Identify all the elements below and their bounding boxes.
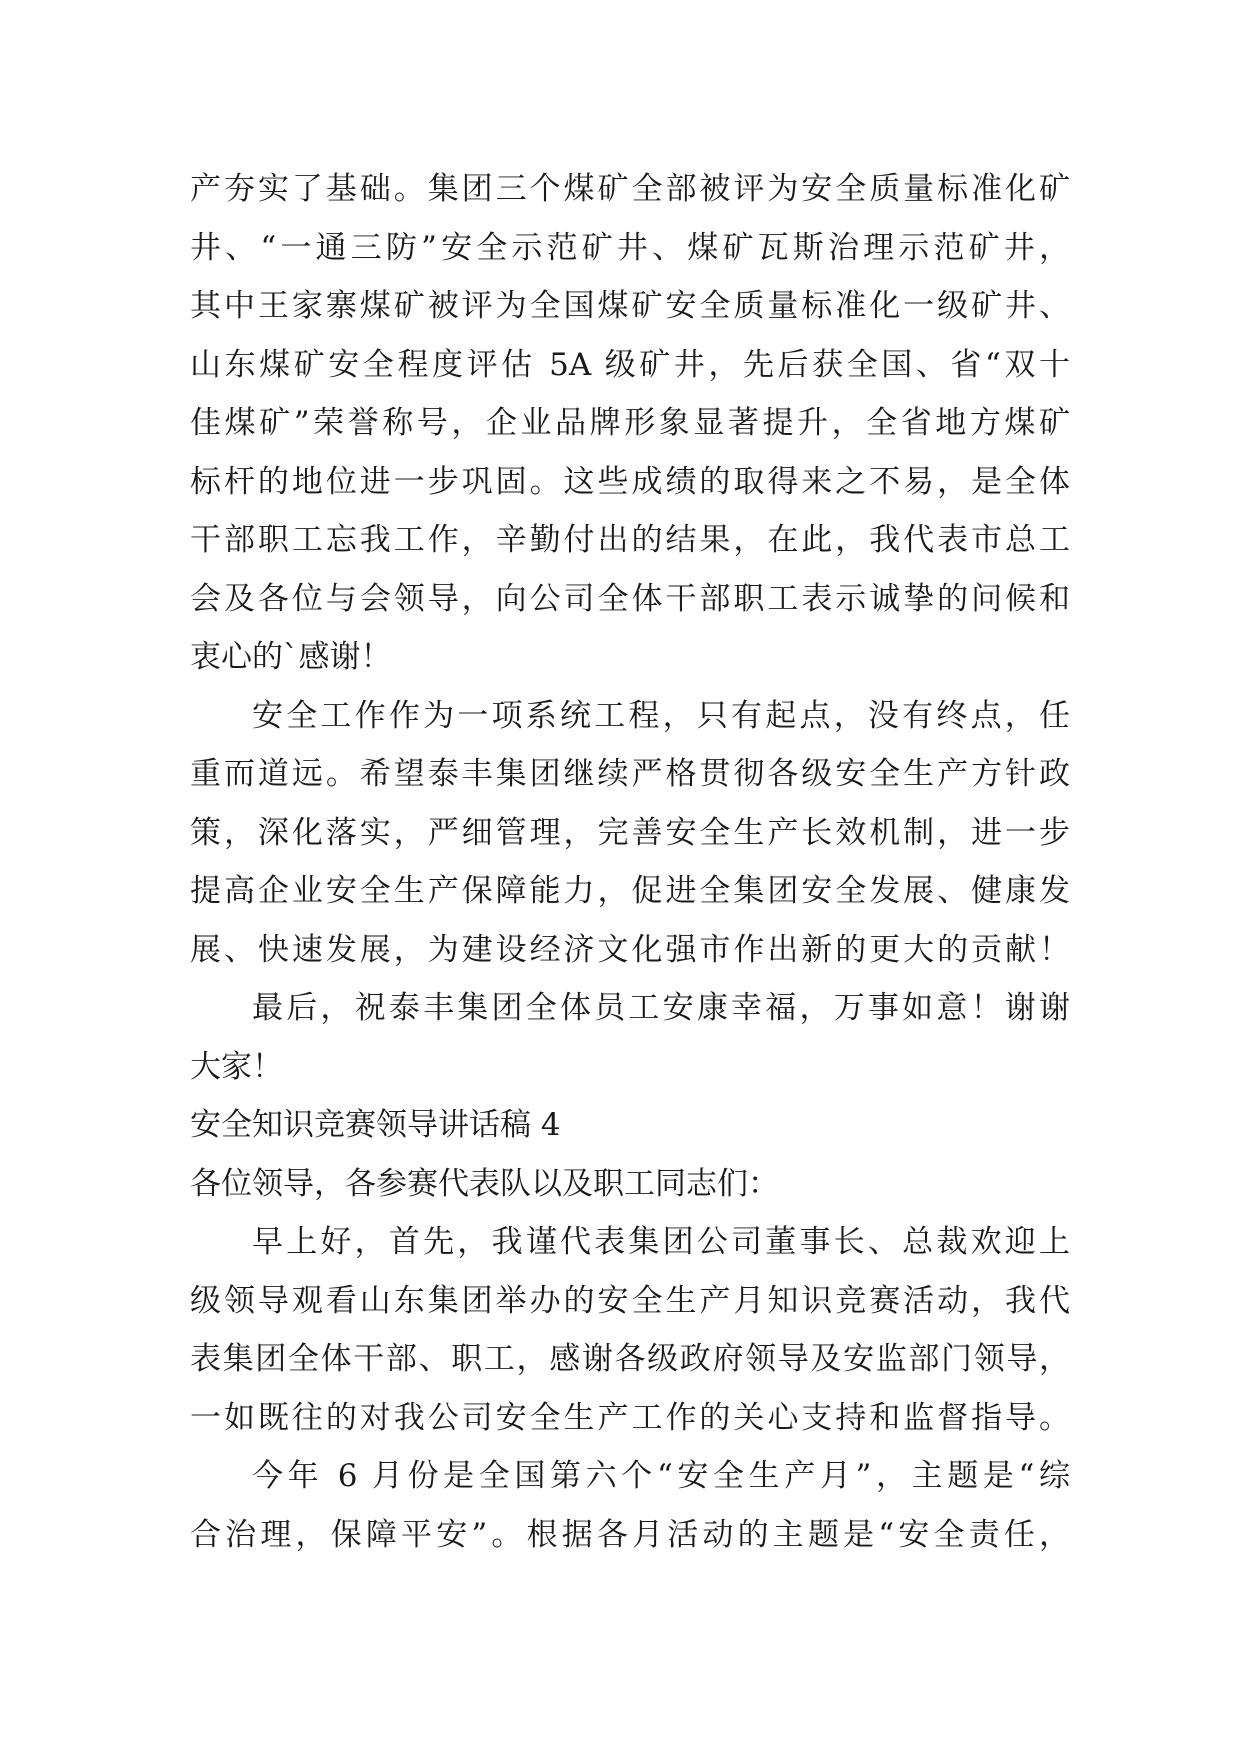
paragraph-line: 会及各位与会领导，向公司全体干部职工表示诚挚的问候和	[190, 580, 1070, 617]
paragraph-line: 山东煤矿安全程度评估 5A 级矿井，先后获全国、省“双十	[190, 346, 1070, 383]
salutation: 各位领导，各参赛代表队以及职工同志们：	[190, 1165, 779, 1202]
paragraph-line-end: 大家！	[190, 1048, 283, 1085]
paragraph-first-line: 安全工作作为一项系统工程，只有起点，没有终点，任	[252, 697, 1070, 734]
paragraph-line: 产夯实了基础。集团三个煤矿全部被评为安全质量标准化矿	[190, 171, 1070, 207]
paragraph-line: 干部职工忘我工作，辛勤付出的结果，在此，我代表市总工	[190, 522, 1070, 558]
paragraph-line: 策，深化落实，严细管理，完善安全生产长效机制，进一步	[190, 814, 1070, 851]
paragraph-line: 一如既往的对我公司安全生产工作的关心支持和监督指导。	[190, 1399, 1070, 1436]
paragraph-first-line: 最后，祝泰丰集团全体员工安康幸福，万事如意！谢谢	[252, 990, 1070, 1026]
paragraph-line: 标杆的地位进一步巩固。这些成绩的取得来之不易，是全体	[190, 463, 1070, 500]
paragraph-line-end: 衷心的`感谢！	[190, 639, 392, 675]
paragraph-line: 提高企业安全生产保障能力，促进全集团安全发展、健康发	[190, 873, 1070, 909]
paragraph-line: 表集团全体干部、职工，感谢各级政府领导及安监部门领导，	[190, 1341, 1070, 1377]
paragraph-first-line: 早上好，首先，我谨代表集团公司董事长、总裁欢迎上	[252, 1224, 1070, 1260]
paragraph-line: 合治理，保障平安”。根据各月活动的主题是“安全责任，	[190, 1516, 1070, 1553]
paragraph-first-line: 今年 6 月份是全国第六个“安全生产月”，主题是“综	[252, 1458, 1070, 1494]
paragraph-line: 级领导观看山东集团举办的安全生产月知识竞赛活动，我代	[190, 1282, 1070, 1319]
paragraph-line: 展、快速发展，为建设经济文化强市作出新的更大的贡献！	[190, 931, 1070, 968]
section-heading: 安全知识竞赛领导讲话稿 4	[190, 1107, 561, 1143]
paragraph-line: 井、“一通三防”安全示范矿井、煤矿瓦斯治理示范矿井，	[190, 229, 1070, 266]
paragraph-line: 佳煤矿”荣誉称号，企业品牌形象显著提升，全省地方煤矿	[190, 405, 1070, 441]
paragraph-line: 重而道远。希望泰丰集团继续严格贯彻各级安全生产方针政	[190, 756, 1070, 792]
paragraph-line: 其中王家寨煤矿被评为全国煤矿安全质量标准化一级矿井、	[190, 288, 1070, 324]
document-body	[190, 160, 1070, 1564]
